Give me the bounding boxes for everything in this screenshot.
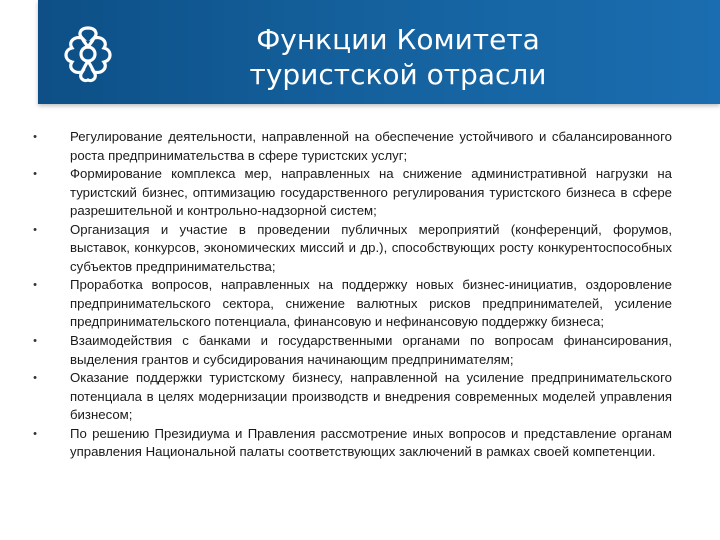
list-item (33, 128, 672, 165)
bullet-icon: • (33, 335, 37, 348)
list-item (33, 425, 672, 462)
list-item-text: Проработка вопросов, направленных на поддержку новых бизнес-инициатив, оздоровление предпринимательского сектора, снижение валютных рисков предпринимателей, усиление предпринимательского потенциала, финансовую и нефинансовую поддержку бизнеса; (70, 277, 672, 330)
list-item-text: Взаимодействия с банками и государственными органами по вопросам финансирования, выделения грантов и субсидирования начинающим предпринимателям; (70, 333, 672, 367)
list-item-text: Регулирование деятельности, направленной на обеспечение устойчивого и сбалансированного роста предпринимательства в сфере туристских услуг; (70, 129, 672, 163)
list-item (33, 332, 672, 369)
bullet-icon: • (33, 131, 37, 143)
title-line-2: туристской отрасли (249, 58, 547, 91)
functions-list (33, 128, 672, 462)
bullet-icon: • (33, 223, 37, 236)
page-title (38, 22, 720, 92)
title-banner (38, 0, 720, 104)
bullet-icon: • (33, 427, 37, 440)
list-item-text: Оказание поддержки туристскому бизнесу, направленной на усиление предпринимательского потенциала в целях модернизации производств и внедрения современных моделей управления бизнесом; (70, 370, 672, 423)
list-item (33, 165, 672, 221)
title-line-1: Функции Комитета (256, 23, 540, 56)
list-item-text: По решению Президиума и Правления рассмотрение иных вопросов и представление органам управления Национальной палаты соответствующих заключений в рамках своей компетенции. (70, 425, 672, 460)
list-item (33, 369, 672, 425)
list-item-text: Формирование комплекса мер, направленных на снижение административной нагрузки на туристский бизнес, оптимизацию государственного регулирования туристского бизнеса в сфере разрешительной и контрольно-надзорной систем; (70, 166, 672, 219)
bullet-icon: • (33, 279, 37, 292)
list-item (33, 221, 672, 277)
list-item (33, 276, 672, 332)
bullet-icon: • (33, 168, 37, 181)
bullet-icon: • (33, 372, 37, 385)
list-item-text: Организация и участие в проведении публичных мероприятий (конференций, форумов, выставок, конкурсов, экономических миссий и др.), способствующих росту конкурентоспособных субъектов предпринимательства; (70, 221, 672, 274)
